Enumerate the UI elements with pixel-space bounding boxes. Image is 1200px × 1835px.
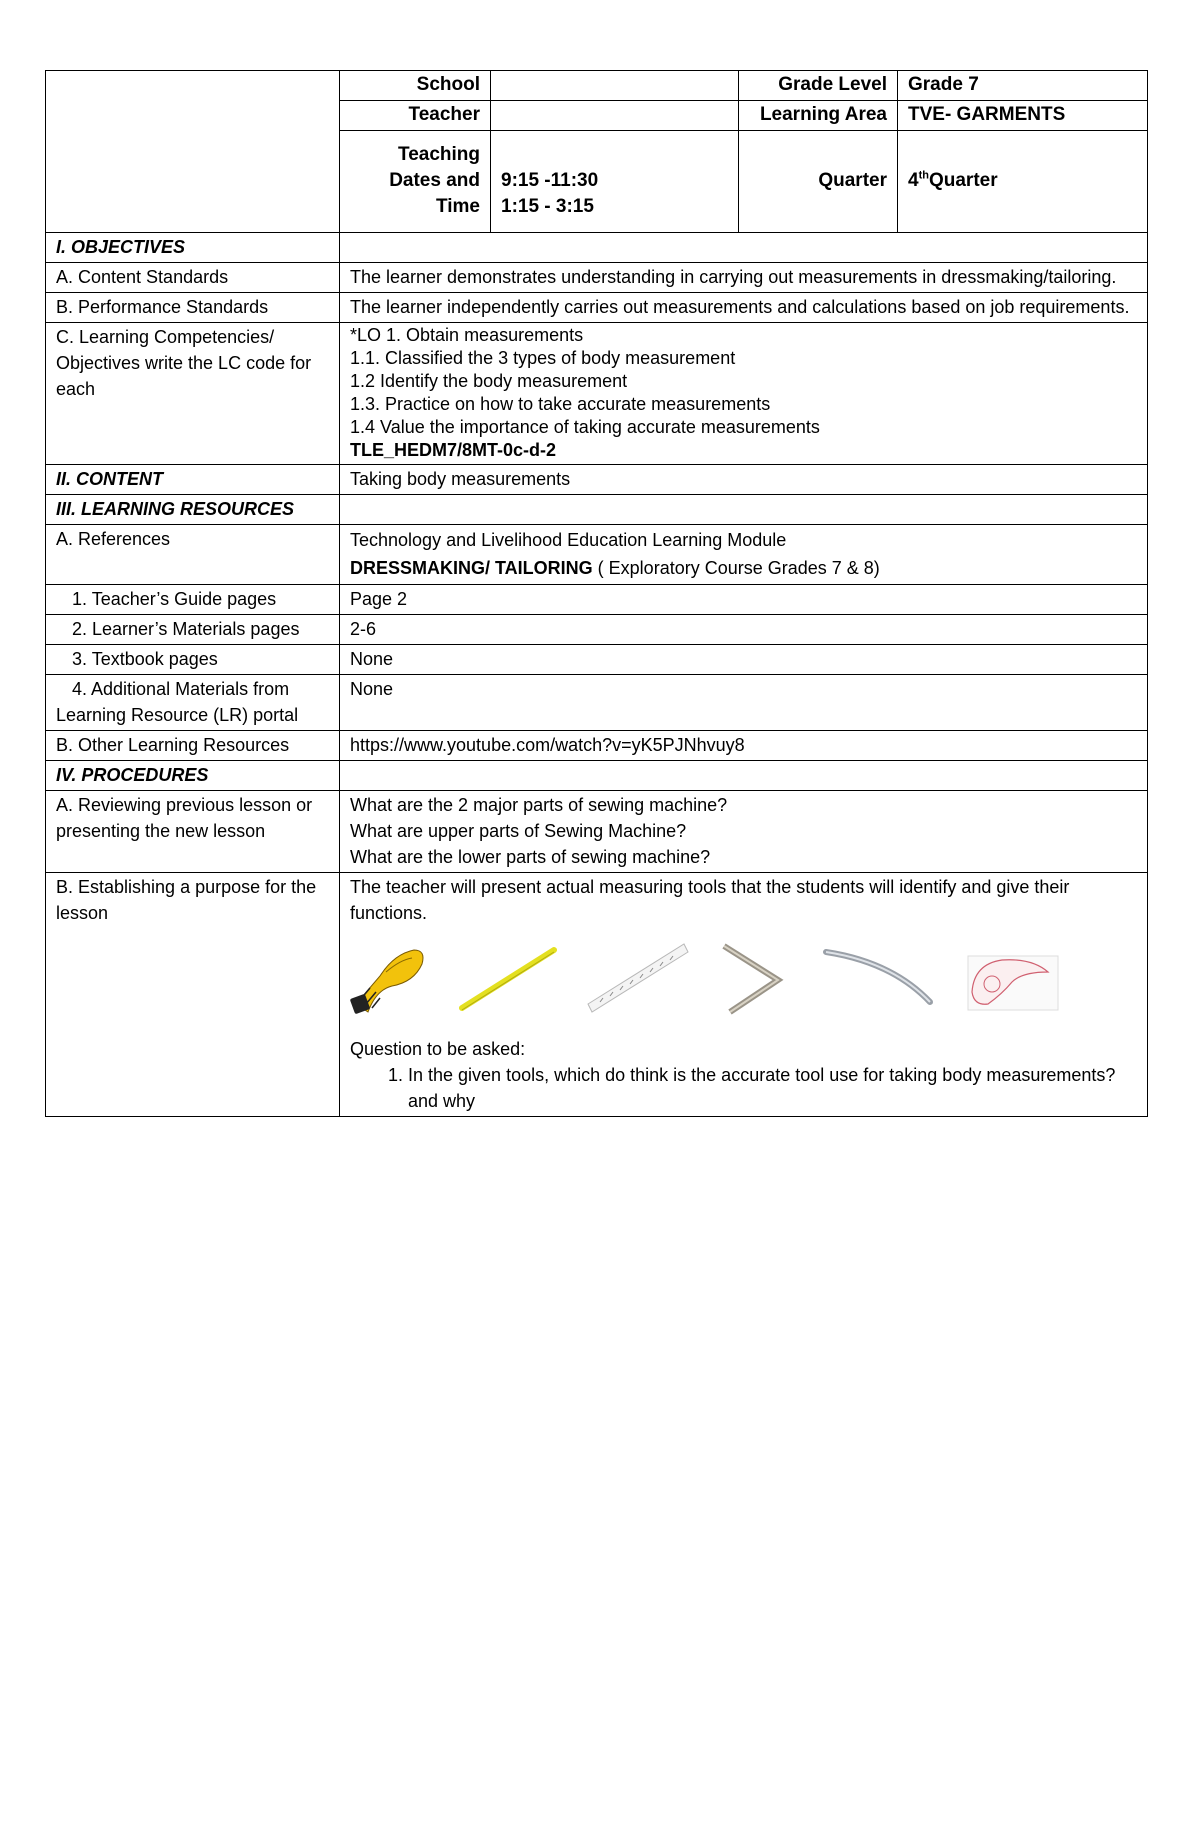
teaching-dates-value <box>491 131 739 233</box>
competency-item: 1.4 Value the importance of taking accurate measurements <box>350 417 820 437</box>
quarter-label: Quarter <box>739 131 898 233</box>
content-value: Taking body measurements <box>340 465 1148 495</box>
teachers-guide-label: 1. Teacher’s Guide pages <box>46 585 340 615</box>
purpose-text: The teacher will present actual measuring tools that the students will identify and give their functions. <box>350 877 1070 923</box>
dates-line-1: 9:15 -11:30 <box>501 169 599 191</box>
establishing-purpose-value <box>340 873 1148 1117</box>
competency-item: 1.2 Identify the body measurement <box>350 371 628 391</box>
tape-measure-icon <box>350 942 430 1016</box>
question-intro: Question to be asked: <box>350 1039 526 1059</box>
performance-standards-value: The learner independently carries out measurements and calculations based on job requirements. <box>340 293 1148 323</box>
quarter-value <box>898 131 1148 233</box>
learning-competencies-value <box>340 323 1148 465</box>
grade-level-label: Grade Level <box>739 71 898 101</box>
lesson-plan-table <box>45 70 1148 1117</box>
additional-materials-label: 4. Additional Materials from Learning Resource (LR) portal <box>46 675 340 731</box>
ruler-icon <box>586 942 690 1016</box>
establishing-purpose-label: B. Establishing a purpose for the lesson <box>46 873 340 1117</box>
performance-standards-label: B. Performance Standards <box>46 293 340 323</box>
objectives-heading-blank <box>340 233 1148 263</box>
review-question: What are the lower parts of sewing machine? <box>350 847 711 867</box>
textbook-value: None <box>340 645 1148 675</box>
other-resources-label: B. Other Learning Resources <box>46 731 340 761</box>
textbook-label: 3. Textbook pages <box>46 645 340 675</box>
teacher-value <box>491 101 739 131</box>
french-curve-icon <box>962 942 1062 1016</box>
competency-item: 1.1. Classified the 3 types of body measurement <box>350 348 736 368</box>
grade-level-value: Grade 7 <box>898 71 1148 101</box>
references-label: A. References <box>46 525 340 585</box>
references-title: DRESSMAKING/ TAILORING <box>350 558 593 578</box>
references-value <box>340 525 1148 585</box>
header-blank-cell <box>46 71 340 233</box>
content-standards-value: The learner demonstrates understanding in carrying out measurements in dressmaking/tailoring. <box>340 263 1148 293</box>
school-value <box>491 71 739 101</box>
learning-resources-blank <box>340 495 1148 525</box>
learning-competencies-label: C. Learning Competencies/ Objectives write the LC code for each <box>46 323 340 465</box>
lesson-plan <box>45 70 1147 1117</box>
learning-area-label: Learning Area <box>739 101 898 131</box>
learning-area-value: TVE- GARMENTS <box>898 101 1148 131</box>
references-subtitle: ( Exploratory Course Grades 7 & 8) <box>592 558 880 578</box>
hip-curve-icon <box>822 942 934 1016</box>
procedures-heading-blank <box>340 761 1148 791</box>
teacher-label: Teacher <box>340 101 491 131</box>
reviewing-lesson-label: A. Reviewing previous lesson or presenting the new lesson <box>46 791 340 873</box>
learning-resources-heading: III. LEARNING RESOURCES <box>46 495 340 525</box>
references-line-1: Technology and Livelihood Education Learning Module <box>350 530 787 550</box>
yardstick-icon <box>458 942 558 1016</box>
quarter-superscript: th <box>918 169 929 182</box>
other-resources-link[interactable]: https://www.youtube.com/watch?v=yK5PJNhvuy8 <box>340 731 1148 761</box>
competency-item: *LO 1. Obtain measurements <box>350 325 584 345</box>
review-question: What are the 2 major parts of sewing machine? <box>350 795 728 815</box>
content-standards-label: A. Content Standards <box>46 263 340 293</box>
quarter-word: Quarter <box>928 170 998 191</box>
procedures-heading: IV. PROCEDURES <box>46 761 340 791</box>
teaching-dates-label: Teaching Dates and Time <box>340 131 491 233</box>
reviewing-lesson-value <box>340 791 1148 873</box>
teachers-guide-value: Page 2 <box>340 585 1148 615</box>
measuring-tools-images <box>350 940 1137 1018</box>
lc-code: TLE_HEDM7/8MT-0c-d-2 <box>350 440 557 460</box>
school-label: School <box>340 71 491 101</box>
l-square-icon <box>718 942 794 1016</box>
competency-item: 1.3. Practice on how to take accurate measurements <box>350 394 771 414</box>
learners-materials-value: 2-6 <box>340 615 1148 645</box>
learners-materials-label: 2. Learner’s Materials pages <box>46 615 340 645</box>
objectives-heading: I. OBJECTIVES <box>46 233 340 263</box>
question-item: 1. In the given tools, which do think is the accurate tool use for taking body measurements? and why <box>408 1062 1137 1114</box>
review-question: What are upper parts of Sewing Machine? <box>350 821 687 841</box>
questions-list <box>350 1062 1137 1114</box>
dates-line-2: 1:15 - 3:15 <box>501 195 594 217</box>
references-line-2 <box>350 554 1137 582</box>
content-heading: II. CONTENT <box>46 465 340 495</box>
quarter-number: 4 <box>908 170 919 191</box>
additional-materials-value: None <box>340 675 1148 731</box>
